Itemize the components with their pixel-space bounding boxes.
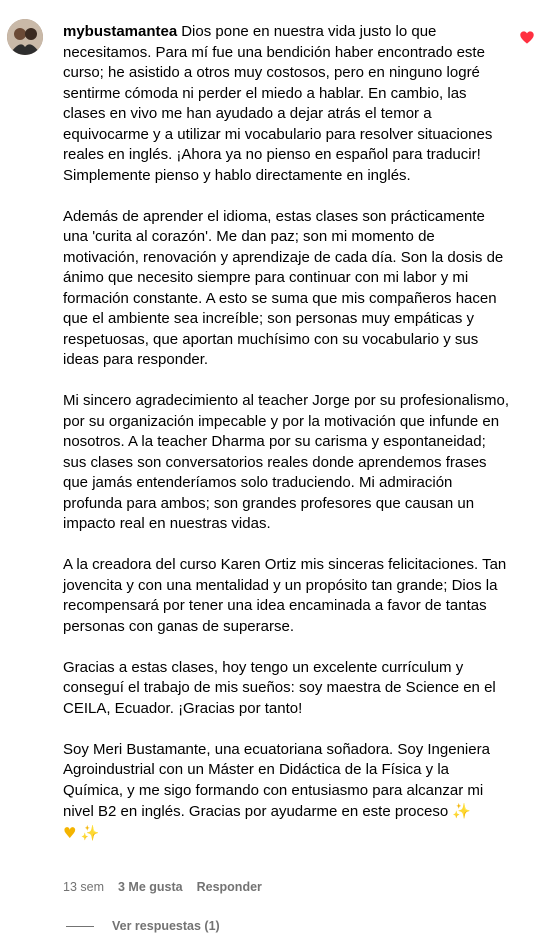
comment-time: 13 sem xyxy=(63,880,104,894)
comment-username[interactable]: mybustamantea xyxy=(63,23,178,40)
comment-text: Soy Meri Bustamante, una ecuatoriana soñadora. Soy Ingeniera Agroindustrial con un Máster en Didáctica de la Física y la Química, y me sigo formando con entusiasmo para alcanzar mi nivel B2 en inglés. Gracias por ayudarme en este proceso xyxy=(63,740,490,820)
avatar-photo xyxy=(7,19,43,55)
comment-meta xyxy=(63,880,262,894)
likes-count[interactable]: 3 Me gusta xyxy=(118,880,183,894)
sparkles-icon: ✨ xyxy=(452,802,472,820)
yellow-heart-icon: ♥ xyxy=(63,823,77,842)
replies-divider-line xyxy=(66,926,94,927)
comment-paragraph xyxy=(63,22,513,186)
view-replies-label: Ver respuestas (1) xyxy=(112,919,220,933)
comment-paragraph: Gracias a estas clases, hoy tengo un excelente currículum y conseguí el trabajo de mis sueños: soy maestra de Science en el CEILA, Ecuador. ¡Gracias por tanto! xyxy=(63,658,496,717)
view-replies-button[interactable] xyxy=(66,919,220,933)
comment-body xyxy=(63,22,513,844)
avatar[interactable] xyxy=(7,19,43,55)
comment-paragraph xyxy=(63,740,513,845)
heart-icon[interactable] xyxy=(520,31,534,44)
sparkles-icon: ✨ xyxy=(80,823,100,842)
reply-button[interactable]: Responder xyxy=(196,880,262,894)
comment-paragraph: A la creadora del curso Karen Ortiz mis sinceras felicitaciones. Tan jovencita y con una mentalidad y un propósito tan grande; Dios la recompensará por tener una idea encaminada a favor de tantas personas con ganas de superarse. xyxy=(63,556,507,635)
comment-paragraph: Mi sincero agradecimiento al teacher Jorge por su profesionalismo, por su organización impecable y por la motivación que infunde en nosotros. A la teacher Dharma por su carisma y espontaneidad; sus clases son conversatorios reales donde aprendemos frases que jamás entenderíamos solo traduciendo. Mi admiración profunda para ambos; son grandes profesores que causan un impacto real en nuestras vidas. xyxy=(63,392,510,532)
comment-paragraph: Además de aprender el idioma, estas clases son prácticamente una 'curita al corazón'. Me dan paz; son mi momento de motivación, renovación y aprendizaje de cada día. Son la dosis de ánimo que necesito siempre para continuar con mi labor y mi formación constante. A esto se suma que mis compañeros hacen que el ambiente sea increíble; son personas muy empáticas y respetuosas, que aportan muchísimo con su vocabulario y sus ideas para responder. xyxy=(63,207,504,368)
comment-text: Dios pone en nuestra vida justo lo que necesitamos. Para mí fue una bendición haber encontrado este curso; he asistido a otros muy costosos, pero en ninguno logré sentirme cómoda ni perder el miedo a hablar. En cambio, las clases en vivo me han ayudado a dejar atrás el temor a equivocarme y a utilizar mi vocabulario para resolver situaciones reales en inglés. ¡Ahora ya no pienso en español para traducir! Simplemente pienso y hablo directamente en inglés. xyxy=(63,23,493,184)
